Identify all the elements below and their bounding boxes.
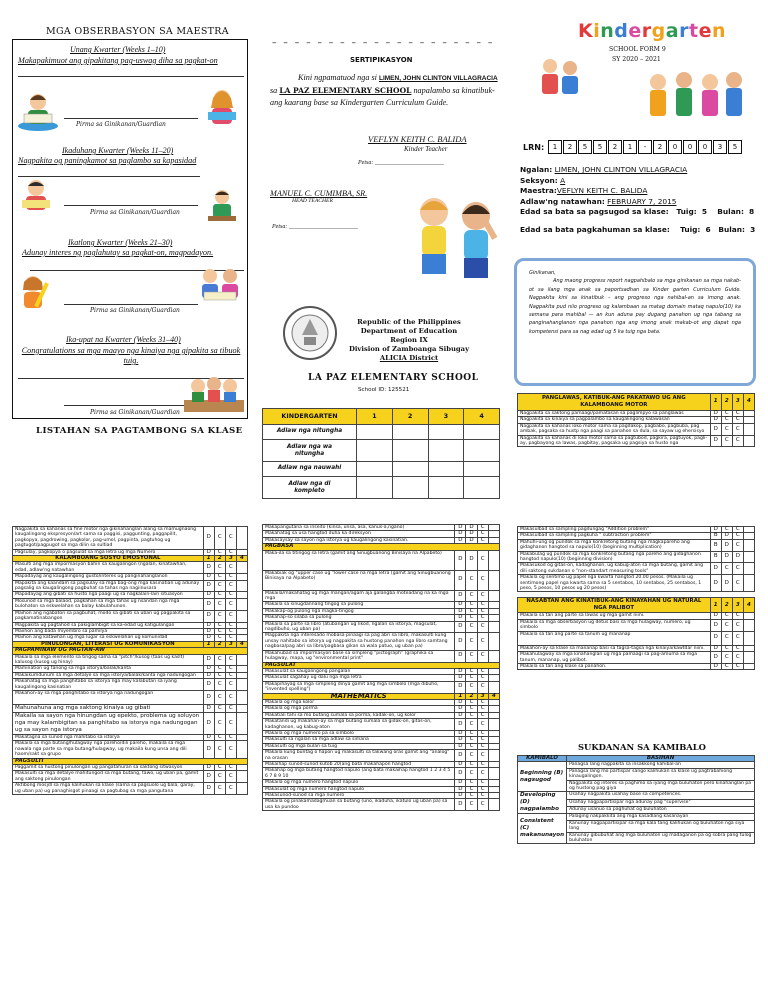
girl-pencil-picture <box>14 272 52 316</box>
q4-sign-line <box>64 405 198 406</box>
listening-row: Mamination ug tanong sa mga istorya/balak/kanta <box>13 666 204 672</box>
q4-remark: Congratulations sa mga maayo nga kinaiya nga gipakita sa tibuok tuig. <box>21 346 241 365</box>
q1-sign: Pirma sa Ginikanan/Guardian <box>76 121 166 128</box>
math-row: Makaila og mga numero pa sa simbolo <box>263 730 455 736</box>
listening-row: Makaila sa mga butang/hulagway nga pareho/dili pareho, makaila sa mga nawala nga parte sa mga butang/hulagway, ug makaila kung unsa ang dili haom/sakt sa grupo <box>13 741 204 758</box>
col3-row: Makaila og sentimo ug papel nga kwarta hangtod 20.00 pesos. (Makaila ug sentimong papel nga kwarta sama sa 5 sentabos, 10 sentabos, 25 sentabos, 1 peso, 5 pesos, 10 pesos ug 20 pesos) <box>518 575 711 592</box>
socio-row: Mosunod sa mga balaod, pagkahan sa mga tahas ug nsandan nga mga bulohaton sa eskwelahan sa balay kabulahunon. <box>13 598 204 610</box>
legend-desc: Panagsa lang nagpakita sa insakkong kahibal-an <box>567 762 755 768</box>
legend-head-key: KAMIBALO <box>518 756 567 762</box>
field-section-label: Seksyon: <box>520 175 558 185</box>
children-waving-picture <box>400 182 512 292</box>
environment-row: Makaila sa tan ang klase sa panahon. <box>518 663 711 669</box>
deped-header <box>344 318 474 363</box>
teacher-role: Kinder Teacher <box>404 145 448 153</box>
happy-kids-picture <box>640 66 752 124</box>
legend-desc: Palaging nakpakkita ang mga kasadlang kasanayan <box>567 814 755 820</box>
attendance-cell <box>464 462 500 477</box>
age-end: Edad sa bata pagkahuman sa klase: Tuig: 6 Bulan: 3 <box>520 224 756 234</box>
school-year: SY 2020 – 2021 <box>612 56 661 63</box>
math-row: Makasunod-sunod sa mga numero <box>263 793 455 799</box>
field-birthday-label: Adlaw'ng natawhan: <box>520 196 605 206</box>
q2-sign: Pirma sa Ginikanan/Guardian <box>90 209 180 216</box>
reading-subhead: PAGBASA <box>263 544 500 550</box>
head-role: HEAD TEACHER <box>292 198 333 204</box>
math-row: Makaila kung buntag o hapon ug makasulti sa takwang oras gamit ang "analog" na orasan <box>263 750 455 762</box>
attendance-list-title: LISTAHAN SA PAGTAMBONG SA KLASE <box>36 426 243 436</box>
listening-row: Makaila sa sayon nga hinungdan ug epekto, problema ug soluyon nga may kalambigitan sa panghitabo sa istorya nga nadungogan ug sa sayon nga istorya <box>13 712 204 734</box>
lrn-digit: 2 <box>563 140 577 154</box>
teacher-name: VEFLYN KEITH C. BALIDA <box>368 134 467 144</box>
attendance-q4: 4 <box>464 409 500 425</box>
attendance-head: KINDERGARTEN <box>263 409 357 425</box>
q2-title: Ikaduhang Kwarter (Weeks 11–20) <box>62 146 174 155</box>
col2-table: Makapangutana sa inseito (kinsa, unsa, asa, kanus-a,ngano) D D C Makahatag sa usa hangtod duha ka direksyon D D C Makasaysay sa sayon nga istorya ug kaugalingong kasinatian. D D C PAGBASA Maka-ila sa titingog sa letra (gamit ang Sinugbuanong Binisaya na Alpabeto) D D C Makabiak og "upper case ug "lower case na mga letra (gamit ang Sinugbuanong Binisaya na Alpabeto) D C C Makaila/makahatag ug mga mangan/agam aja galangba moteadang na ka mga mga D C C Makaila sa sinugdannang tingog sa pulong D C C Makakap-og pulong nga magka-tingog D C C Makahap-so silaba sa pulong D C C Makaila sa parte sa libro (atubangan ug likod, ngalan sa istorya, magsulat, nagdibuho, ug uban pa) D C C Magpakita nga interesado mobasa pinaagi sa pag abri sa libro, makasulti kung unsay nahitabo sa istorya ug nagpakita sa hustong panahon nga libro samtang nagbasa/pag abri sa libro/pagbasa gikan sa wala patuo, ug uban pa) D C C Makahubad sa impormasyon base sa simpleng "pictograph" (graphika sa hulagway, mapa, ug "environmental print" D C C PAGSULAT Makasulat sa kaugalingong pangalan D C C Makasulat sagahay ug dalu nga mga letra D C C Makapihayag sa mga simpleng dinya gamit ang mga simbolo (mga dibuho, "invented spelling") D C C MATHEMATICS 1 2 3 4 Makaila og mga kolor D C C Makaila og mga porma D C C Makatiali tahi sa mo butang sumala sa porma, kadak-on, ug kolor D C C Makatandi ug makahan-ay sa mga butang sumala sa gidak-on, gitas-on, kadaghanon, ug kabug-aton D C C Makaila og mga numero pa sa simbolo D C C Makasulti sa ngalan sa mga adlaw sa simana D C C Makasulti og mga bulan sa tuig D C C Makaila kung buntag o hapon ug makasulti sa takwang oras gamit ang "analog" na orasan D C C Makaihap sunod-sunod kutob 20(ang bata makahapon hangtod D C C Makahap og mga butang hangtod napulo (ang bata makaihap hangtod 1 2 3 4 5 6 7 8 9 10 D C C Makaila og mga numero hangtod napulo D C C Makasulat og mga numero hangtod napulo D C C Makasunod-sunod sa mga numero D C C Makaila og pinakamadagmuan sa butang (uno, ikaduha, ikatulo ug uban pa) sa usa ka pundoo D C C <box>262 524 500 811</box>
attendance-cell <box>392 462 428 477</box>
math-row: Makahap og mga butang hangtod napulo (ang bata makaihap hangtod 1 2 3 4 5 6 7 8 9 10 <box>263 768 455 780</box>
col2-row: Makapangutana sa inseito (kinsa, unsa, asa, kanus-a,ngano) <box>263 525 455 531</box>
cert-intro: Kini ngpamatuod nga si <box>298 73 377 82</box>
math-row: Makaila og mga numero hangtod napulo <box>263 780 455 786</box>
deped-seal-icon <box>282 305 338 361</box>
head-date-label: Petsa: <box>272 224 288 230</box>
lrn-digit: 2 <box>608 140 622 154</box>
attendance-q1: 1 <box>357 409 393 425</box>
legend-desc: Panagsa lang mo partispar sango kalihukan sa klase ug pagtrabahiong kinaugalingon. <box>567 768 755 780</box>
field-name-value: LIMEN, JOHN CLINTON VILLAGRACIA <box>554 165 688 174</box>
socio-row: Mapadayag ang gibati sa husto nga paagi ug sa nagkalain-lain situasyon <box>13 592 204 598</box>
speaking-subhead: PAGSULTI <box>13 758 248 764</box>
attendance-row-absent: Adlaw nga wa nitungha <box>263 440 357 462</box>
cert-school: LA PAZ ELEMENTARY SCHOOL <box>279 86 412 95</box>
cert-body: napalambo sa kinatibuk-ang kaarang base sa Kindergarten Curriculum Guide. <box>270 86 495 107</box>
q1-line <box>18 76 244 77</box>
legend-desc: Usahay nagpapartisipar nga adunay pag "supervise" <box>567 799 755 806</box>
reading-row: Makaila sa sinugdannang tingog sa pulong <box>263 602 455 608</box>
cert-student-name: LIMEN, JOHN CLINTON VILLAGRACIA <box>378 75 498 82</box>
lrn-digit: 2 <box>653 140 667 154</box>
attendance-cell <box>464 440 500 462</box>
writing-subhead: PAGSULAT <box>263 662 500 668</box>
math-row: Makasulti sa ngalan sa mga adlaw sa simana <box>263 737 455 743</box>
motor-row: Nagpakita sa kahanas loko motor sama sa pagdakop, pagbabo, pagbuba, pag ambak, pagsaka sa hustp nga paagi sa panahon sa dula, sa sayaw ug ehersisyo <box>518 423 711 435</box>
letter-greeting: Ginikanan, <box>529 270 556 276</box>
reading-row: Magpakita nga interesado mobasa pinaagi sa pag abri sa libro, makasulti kung unsay nahitabo sa istorya ug nagpakita sa hustong panahon nga libro samtang nagbasa/pag abri sa libro/pagbasa gikan sa wala patuo, ug uban pa) <box>263 633 455 650</box>
child-writing-picture <box>202 186 242 226</box>
listening-row: Makahon-ay sa mga panghitabo sa istorya nga nadungogan <box>13 690 204 704</box>
math-row: Makasulat og mga numero hangtod napulo <box>263 786 455 792</box>
cert-title: SERTIPIKASYON <box>350 56 413 64</box>
col3-row: Makasulbad sa sampling pagkuha " subtraction problem" <box>518 533 711 539</box>
attendance-row-late: Adlaw nga nauwahi <box>263 462 357 477</box>
socio-row: Maiihon ang bada miyembro sa pamilya <box>13 628 204 634</box>
field-teacher <box>520 186 755 197</box>
legend-title: SUKDANAN SA KAMIBALO <box>578 742 706 752</box>
attendance-cell <box>428 440 464 462</box>
reading-row: Maka-ila sa titingog sa letra (gamit ang Sinugbuanong Binisaya na Alpabeto) <box>263 550 455 570</box>
attendance-cell <box>357 477 393 499</box>
math-row: Makaila og pinakamadagmuan sa butang (uno, ikaduha, ikatulo ug uban pa) sa usa ka pundoo <box>263 799 455 811</box>
lrn-label: LRN: <box>523 143 545 152</box>
attendance-cell <box>464 477 500 499</box>
col2-row: Makahatag sa usa hangtod duha ka direksyon <box>263 531 455 537</box>
listening-row: Makaikumdunum sa mga detalye sa mga istorya/balak/kanta nga nadungogan <box>13 672 204 678</box>
q1-title: Unang Kwarter (Weeks 1–10) <box>70 45 166 54</box>
reading-child-picture <box>14 90 62 132</box>
lrn-digit: - <box>638 140 652 154</box>
socio-row: Maihon ang katawhan ug mga lugar sa eskwelahan ug komunidad <box>13 635 204 641</box>
school-form: SCHOOL FORM 9 <box>609 46 666 53</box>
reading-row: Makahubad sa impormasyon base sa simpleng "pictograph" (graphika sa hulagway, mapa, ug "environmental print" <box>263 650 455 662</box>
age-start: Edad sa bata sa pagsugod sa klase: Tuig: 5 Bulan: 8 <box>520 207 755 217</box>
socio-row: Magpakita ug pagtahod sa pakiglambigit sa ka-edad ug katigulangan <box>13 622 204 628</box>
writing-row: Makasulat sa kaugalingong pangalan <box>263 668 455 674</box>
col1-row: Nagpakita sa kahanas sa fine motor nga gikinahanglan alang sa mamugnaong kaugalingong ekspresyon/art sama sa paggisi, paggunting, paggapilit, pagkopya, pagdrowing, pagkolor, pag-umol, pagpinta, pagtuhog ug pagtugot/pagpugot sa mga dilin sa sultiad <box>13 527 204 550</box>
deped-line1: Republic of the Philippines <box>357 318 461 326</box>
teacher-date-label: Petsa: <box>358 160 374 166</box>
environment-row: Makaila sa mga obserbasyon ug detus basi sa mga hulagway, numero, ug simbolo <box>518 619 711 631</box>
environment-head: NASABTAN ANG KINATIBUK-ANG KINAYAHAN UG NATURAL NGA PALIBOT <box>518 598 711 613</box>
cert-sa: sa <box>270 86 278 95</box>
q1-sign-line <box>64 118 198 119</box>
deped-line4: Division of Zamboanga Sibugay <box>348 345 470 353</box>
math-row: Makaila og mga porma <box>263 706 455 712</box>
reading-row: Makakap-og pulong nga magka-tingog <box>263 608 455 614</box>
language-head: PINULONGAN, LITERASI UG KOMUNIKASYON <box>13 641 204 647</box>
math-row: Makaihap sunod-sunod kutob 20(ang bata makahapon hangtod <box>263 762 455 768</box>
kids-icon <box>536 54 586 100</box>
deped-school-id: School ID: 125521 <box>358 387 410 393</box>
motor-row: Nagpakita sa kahanas di loko motor sama sa pagtubod, pagkira, pagtuyok, pagli-ay, pagbayong sa lawas, pagbitay, pagsaka ug pagsiya sa husto nga <box>518 435 711 447</box>
environment-row: Makaila sa tan ang parte sa lawas ug mga gamit niini. <box>518 613 711 619</box>
attendance-q2: 2 <box>392 409 428 425</box>
col3-row: Mahuhi-ung og pundok sa mga konkretong butang nga magkapareho ang gidaghanon hangtod sa napulo(10) (beginning multiplication) <box>518 539 711 551</box>
lrn-digit: 5 <box>593 140 607 154</box>
attendance-row-present: Adlaw nga nitungha <box>263 425 357 440</box>
lrn-digit: 0 <box>683 140 697 154</box>
col3-row: Makabulag ug pundok sa mga konkretong butang nga pareho ang gidaghanon hangtod napulo(10) (beginning division) <box>518 551 711 563</box>
deped-line2: Department of Education <box>360 327 458 335</box>
socio-row: Mapakita ang kaandam sa pagsulay sa mga bag-ong mga kasinatian ug adunay pagsalig sa kaugalingong pagbuhat sa tahas nga nagiinusara <box>13 580 204 592</box>
environment-row: Makahon-ay sa klase sa mananap basi sa tagsa-tagsa nga kinaiya/kawtdar niini. <box>518 645 711 651</box>
math-row: Makatandi ug makahan-ay sa mga butang sumala sa gidak-on, gitas-on, kadaghanon, ug kabug-aton <box>263 719 455 731</box>
q3-sign: Pirma sa Ginikanan/Guardian <box>90 307 180 314</box>
lrn-digit: 0 <box>698 140 712 154</box>
motor-row: Nagpakita sa saktong pamaagi/pamatasan sa paglimpyo sa panglawas <box>518 411 711 417</box>
reading-row: Makabiak og "upper case ug "lower case na mga letra (gamit ang Sinugbuanong Binisaya na Alpabeto) <box>263 570 455 590</box>
attendance-cell <box>392 440 428 462</box>
col2-row: Makasaysay sa sayon nga istorya ug kaugalingong kasinatian. <box>263 537 455 543</box>
math-row: Makaila og mga kolor <box>263 699 455 705</box>
teacher-date: Petsa: _______________________ <box>358 160 444 166</box>
col1-row: Pagsulay, pagkopya o pagsulat sa mga letra ug mga Numero <box>13 549 204 555</box>
col3-table: Makasulbad sa sampling pagdungag "Addition problem" D C C Makasulbad sa sampling pagkuha " subtraction problem" B D C Mahuhi-ung og pundok sa mga konkretong butang nga magkapareho ang gidaghanon hangtod sa napulo(10) (beginning multiplication) B D C Makabulag ug pundok sa mga konkretong butang nga pareho ang gidaghanon hangtod napulo(10) (beginning division) B D D Makasukod og gitas-on, kadaghanon, ug kabug-aton sa mga butang, gamit ang dili saktong sukdanan o "non-standart measuring tools" D C C Makaila og sentimo ug papel nga kwarta hangtod 20.00 pesos. (Makaila ug sentimong papel nga kwarta sama sa 5 sentabos, 10 sentabos, 25 sentabos, 1 peso, 5 pesos, 10 pesos ug 20 pesos) D D C NASABTAN ANG KINATIBUK-ANG KINAYAHAN UG NATURAL NGA PALIBOT 1 2 3 4 Makaila sa tan ang parte sa lawas ug mga gamit niini. D C C Makaila sa mga obserbasyon ug detus basi sa mga hulagway, numero, ug simbolo D C C Makaila sa tan ang parte sa tanum ug mananap D C C Makahon-ay sa klase sa mananap basi sa tagsa-tagsa nga kinaiya/kawtdar niini. D C C Makahulagway sa mga kinahanglan ug mga pamaagi sa pag-amuma sa mga tanum, mananap, ug palibot. D C C Makaila sa tan ang klase sa panahon. D C C <box>517 526 755 670</box>
environment-row: Makahulagway sa mga kinahanglan ug mga pamaagi sa pag-amuma sa mga tanum, mananap, ug palibot. <box>518 652 711 664</box>
attendance-cell <box>428 462 464 477</box>
field-section-value: A <box>560 175 566 185</box>
legend-beginning: Beginning (B) nagsugod <box>518 762 567 792</box>
legend-desc: Adunay usanuo sa paghuhat og buluhaton <box>567 807 755 814</box>
socio-row: Masulti ang mga impormasyon bahin sa kaugalingon (ngalan, kinatawhan, edad, adlaw'ng natawhan <box>13 562 204 574</box>
speaking-row: Paggamit sa hustong pinulongan ug pangatahuran sa saktong sitwasyon <box>13 765 204 771</box>
children-books-picture <box>182 370 246 416</box>
q3-title: Ikatlong Kwarter (Weeks 21–30) <box>68 238 173 247</box>
reading-row: Makahap-so silaba sa pulong <box>263 615 455 621</box>
writing-row: Makapihayag sa mga simpleng dinya gamit ang mga simbolo (mga dibuho, "invented spelling") <box>263 681 455 693</box>
socio-row: Maihon ang ngabaton sa pagbuhat, modo sa gibati sa uban ug pagpakita sa pagkamatinabangon <box>13 610 204 622</box>
q3-sign-line <box>64 304 198 305</box>
deped-line5: ALICIA District <box>379 354 439 362</box>
reading-row: Makaila sa parte sa libro (atubangan ug likod, ngalan sa istorya, magsulat, nagdibuho, ug uban pa) <box>263 621 455 633</box>
legend-consistent: Consistent (C) makanunayon <box>518 814 567 844</box>
legend-desc: Kanunay gibubuhat ang mga buluhaton ug madaganon pa og sobra pang tulog buluhaton <box>567 832 755 844</box>
deped-line3: Region IX <box>390 336 428 344</box>
attendance-cell <box>428 425 464 440</box>
lrn-digit: 0 <box>668 140 682 154</box>
parent-letter <box>514 258 756 386</box>
mathematics-head: MATHEMATICS <box>263 693 455 699</box>
attendance-cell <box>464 425 500 440</box>
lrn-digit: 5 <box>728 140 742 154</box>
col3-row: Makasulbad sa sampling pagdungag "Addition problem" <box>518 527 711 533</box>
listening-subhead: PAGPAMINAW UG PAGTAN-AW <box>13 648 248 654</box>
motor-row: Nagpakita sa kinaiya sa pagpalambo sa kaugalingong kalawasan <box>518 417 711 423</box>
writing-row: Makasulat sagahay ug dalu nga mga letra <box>263 675 455 681</box>
cert-dashes: – – – – – – – – – – – – – – – – – – – – <box>272 38 495 48</box>
lrn-digit: 5 <box>578 140 592 154</box>
motor-head: PANGLAWAS, KATIBUK-ANG PAKATAWO UG ANG KALAMBOANG MOTOR <box>518 394 711 411</box>
legend-desc: Nagpakita og interes sa paghimo sa iyang mga buluhaton pero kinahanglan pa og hustong pag giya <box>567 780 755 792</box>
q4-sign: Pirma sa Ginikanan/Guardian <box>90 409 180 416</box>
math-row: Makatiali tahi sa mo butang sumala sa porma, kadak-on, ug kolor <box>263 712 455 718</box>
listening-row: Makahatag sa mga panghitabo sa istorya nga may kalabutan sa iyang kaugalingong kasinatian <box>13 679 204 691</box>
reading-row: Makaila/makahatag ug mga mangan/agam aja galangba moteadang na ka mga mga <box>263 590 455 602</box>
lrn-boxes <box>548 140 743 154</box>
motor-table: PANGLAWAS, KATIBUK-ANG PAKATAWO UG ANG KALAMBOANG MOTOR 1 2 3 4 Nagpakita sa saktong pamaagi/pamatasan sa paglimpyo sa panglawas D C C Nagpakita sa kinaiya sa pagpalambo sa kaugalingong kalawasan D C C Nagpakita sa kahanas loko motor sama sa pagdakop, pagbabo, pagbuba, pag ambak, pagsaka sa hustp nga paagi sa panahon sa dula, sa sayaw ug ehersisyo D C C Nagpakita sa kahanas di loko motor sama sa pagtubod, pagkira, pagtuyok, pagli-ay, pagbayong sa lawas, pagbitay, pagsaka ug pagsiya sa husto nga D C C <box>517 393 755 447</box>
letter-body: Ang maong progress report nagpahibalo sa mga ginikanan sa mga nakab-ot sa ilang mga anak sa paportsadhan sa Kinder garten Curriculum Guide. Nagpakita kini sa kinatibuk – ang progreso nga nahibal-an sa imong anak. Nagpakita pud niio progreso ug kalambaan sa matag domain mataq napulo(10) ka semana para mahibal — an kun aduna pay dugang panahon ug nga tabang sa panginahanglanon nga panahon nga ang imong anak makab-ot ang dapat nga kompetensi para sa nag edad ug 5 ka tuig nga bata. <box>529 278 741 335</box>
field-name <box>520 165 755 176</box>
attendance-table <box>262 408 500 499</box>
legend-desc: Kanunay nagpapartisipar sa mga kala tang kalihukan og buluhaton nga siya lang <box>567 820 755 832</box>
deped-school: LA PAZ ELEMENTARY SCHOOL <box>308 373 479 383</box>
q2-sign-line <box>64 205 198 206</box>
field-section <box>520 176 755 187</box>
attendance-cell <box>428 477 464 499</box>
listening-row: Makatagna sa sunod nga mahitabo sa istorya <box>13 734 204 740</box>
listening-row: Mahunahuna ang mga saktong kinaiya ug gibati <box>13 704 204 712</box>
listening-row: Makaila sa mga elemento sa tingog sama sa "pitch"/kusog (taas ug kaslt) kalusog (kusog ug hinay) <box>13 654 204 666</box>
socio-row: Mapadayag ang kaugalingong gusto/interes ug panginahanglanon <box>13 574 204 580</box>
field-birthday-value: FEBRUARY 7, 2015 <box>607 196 677 206</box>
field-birthday <box>520 197 755 208</box>
attendance-cell <box>357 462 393 477</box>
cert-text <box>270 72 506 109</box>
environment-row: Makaila sa tan ang parte sa tanum ug mananap <box>518 631 711 645</box>
lrn-digit: 1 <box>548 140 562 154</box>
attendance-cell <box>357 425 393 440</box>
student-info <box>520 165 755 236</box>
legend-table <box>517 755 755 844</box>
lrn-digit: 3 <box>713 140 727 154</box>
attendance-row-incomplete: Adlaw nga di kompleto <box>263 477 357 499</box>
head-name: MANUEL C. CUMIMBA, SR. <box>270 189 368 198</box>
attendance-q3: 3 <box>428 409 464 425</box>
q1-remark: Makapakimuot ang gipakitang pag-uswag diha sa pagkat-on <box>18 56 218 65</box>
observations-title: MGA OBSERBASYON SA MAESTRA <box>46 26 229 37</box>
math-row: Makasulti og mga bulan sa tuig <box>263 743 455 749</box>
field-teacher-label: Maestra: <box>520 186 557 196</box>
field-name-label: Ngalan: <box>520 165 553 174</box>
attendance-cell <box>392 425 428 440</box>
girl-reading-picture <box>200 86 244 130</box>
legend-developing: Developing (D) nagpalambo <box>518 792 567 814</box>
q4-title: Ika-upat na Kwarter (Weeks 31–40) <box>66 335 181 344</box>
attendance-cell <box>392 477 428 499</box>
head-date: Petsa: _______________________ <box>272 224 358 230</box>
attendance-cell <box>357 440 393 462</box>
lrn-digit: 1 <box>623 140 637 154</box>
socio-emotional-head: KALAMBOANG SOSYO EMOSYONAL <box>13 556 204 562</box>
speaking-row: Makasulti sa mga detalye mahitungod sa mga butang, tawo, ug uban pa, gamit ang saktong pinulongan <box>13 771 204 783</box>
legend-head-basis: BASIHAN <box>567 756 755 762</box>
field-teacher-value: VEFLYN KEITH C. BALIDA <box>556 186 648 196</box>
speaking-row: Aktibong mosjdl sa mga kalihukan sa klase (sama sa pagsuolo ug bala, garay, ug uban pa) ug panaghisgot pinaagi sa pagtubag sa mga pangutana <box>13 783 204 795</box>
children-reading-picture <box>196 262 244 308</box>
q3-remark: Adunay interes ng paglahutay sa pagkat-on, magpadayon. <box>22 248 214 257</box>
legend-desc: Usahay nagpakita usahay base sa competences. <box>567 792 755 799</box>
col3-row: Makasukod og gitas-on, kadaghanon, ug kabug-aton sa mga butang, gamit ang dili saktong sukdanan o "non-standart measuring tools" <box>518 563 711 575</box>
kindergarten-logo: Kindergarten <box>578 20 726 42</box>
q2-remark: Nagpakita og paningkamot sa paglambo sa kapasidad <box>18 156 197 165</box>
boy-reading-picture <box>14 176 58 218</box>
col1-table: Nagpakita sa kahanas sa fine motor nga gikinahanglan alang sa mamugnaong kaugalingong ekspresyon/art sama sa paggisi, paggunting, paggapilit, pagkopya, pagdrowing, pagkolor, pag-umol, pagpinta, pagtuhog ug pagtugot/pagpugot sa mga dilin sa sultiad D C C Pagsulay, pagkopya o pagsulat sa mga letra ug mga Numero D C C KALAMBOANG SOSYO EMOSYONAL 1 2 3 4 Masulti ang mga impormasyon bahin sa kaugalingon (ngalan, kinatawhan, edad, adlaw'ng natawhan D C C Mapadayag ang kaugalingong gusto/interes ug panginahanglanon D C C Mapakita ang kaandam sa pagsulay sa mga bag-ong mga kasinatian ug adunay pagsalig sa kaugalingong pagbuhat sa tahas nga nagiinusara D C C Mapadayag ang gibati sa husto nga paagi ug sa nagkalain-lain situasyon D C C Mosunod sa mga balaod, pagkahan sa mga tahas ug nsandan nga mga bulohaton sa eskwelahan sa balay kabulahunon. D C C Maihon ang ngabaton sa pagbuhat, modo sa gibati sa uban ug pagpakita sa pagkamatinabangon D C C Magpakita ug pagtahod sa pakiglambigit sa ka-edad ug katigulangan D C C Maiihon ang bada miyembro sa pamilya D C C Maihon ang katawhan ug mga lugar sa eskwelahan ug komunidad D C C PINULONGAN, LITERASI UG KOMUNIKASYON 1 2 3 4 PAGPAMINAW UG PAGTAN-AW Makaila sa mga elemento sa tingog sama sa "pitch"/kusog (taas ug kaslt) kalusog (kusog ug hinay) D C C Mamination ug tanong sa mga istorya/balak/kanta D C C Makaikumdunum sa mga detalye sa mga istorya/balak/kanta nga nadungogan D C C Makahatag sa mga panghitabo sa istorya nga may kalabutan sa iyang kaugalingong kasinatian D C C Makahon-ay sa mga panghitabo sa istorya nga nadungogan D C C Mahunahuna ang mga saktong kinaiya ug gibati D C C Makaila sa sayon nga hinungdan ug epekto, problema ug soluyon nga may kalambigitan sa panghitabo sa istorya nga nadungogan ug sa sayon nga istorya D C C Makatagna sa sunod nga mahitabo sa istorya D C C Makaila sa mga butang/hulagway nga pareho/dili pareho, makaila sa mga nawala nga parte sa mga butang/hulagway, ug makaila kung unsa ang dili haom/sakt sa grupo D C C PAGSULTI Paggamit sa hustong pinulongan ug pangatahuran sa saktong sitwasyon D C C Makasulti sa mga detalye mahitungod sa mga butang, tawo, ug uban pa, gamit ang saktong pinulongan D C C Aktibong mosjdl sa mga kalihukan sa klase (sama sa pagsuolo ug bala, garay, ug uban pa) ug panaghisgot pinaagi sa pagtubag sa mga pangutana D C C <box>12 526 248 795</box>
